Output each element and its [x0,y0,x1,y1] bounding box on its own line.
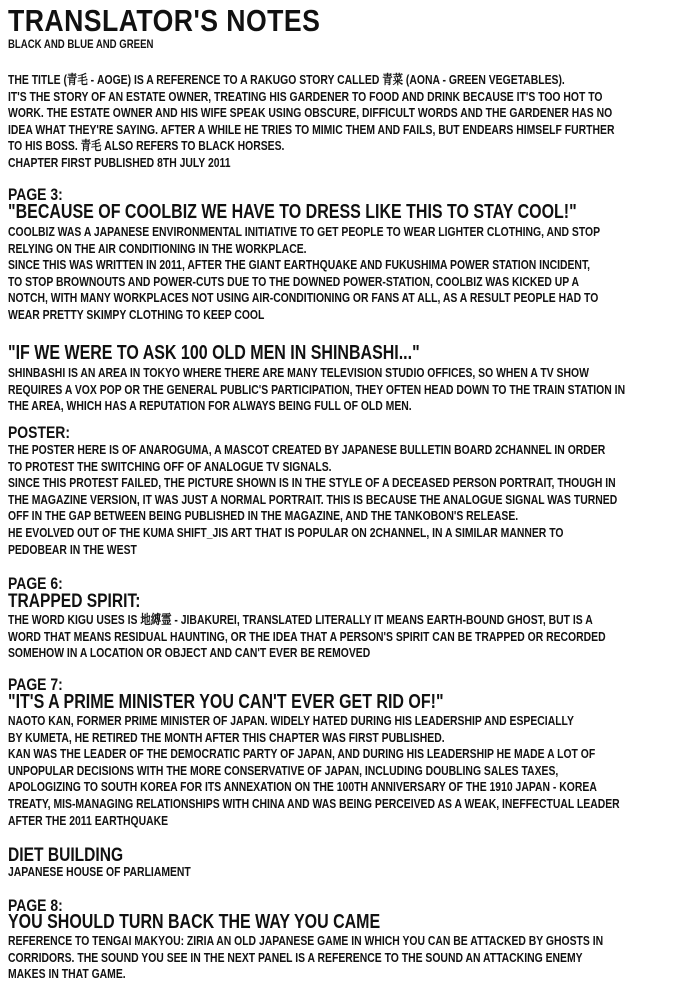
page8-subheading-block [8,911,473,933]
text-line: REFERENCE TO TENGAI MAKYOU: ZIRIA AN OLD JAPANESE GAME IN WHICH YOU CAN BE ATTACKED BY GHOSTS IN [8,933,604,948]
text-line: MAKES IN THAT GAME. [8,966,126,982]
text-line: CORRIDORS. THE SOUND YOU SEE IN THE NEXT PANEL IS A REFERENCE TO THE SOUND AN ATTACKING ENEMY [8,949,583,965]
page7-heading: PAGE 7: [8,675,63,694]
text-line: IDEA WHAT THEY'RE SAYING. AFTER A WHILE HE TRIES TO MIMIC THEM AND FAILS, BUT ENDEARS HIMSELF FURTHER [8,121,615,137]
text-line: THE POSTER HERE IS OF ANAROGUMA, A MASCOT CREATED BY JAPANESE BULLETIN BOARD 2CHANNEL IN ORDER [8,442,606,457]
chapter-subtitle-block [8,37,190,51]
text-line: WEAR PRETTY SKIMPY CLOTHING TO KEEP COOL [8,306,265,322]
text-line: RELYING ON THE AIR CONDITIONING IN THE WORKPLACE. [8,240,307,256]
text-line: WORK. THE ESTATE OWNER AND HIS WIFE SPEAK USING OBSCURE, DIFFICULT WORDS AND THE GARDENER HAS NO [8,105,613,121]
text-line: TO HIS BOSS. 青毛 ALSO REFERS TO BLACK HORSES. [8,138,285,154]
text-line: CHAPTER FIRST PUBLISHED 8TH JULY 2011 [8,154,231,170]
text-line: NAOTO KAN, FORMER PRIME MINISTER OF JAPAN. WIDELY HATED DURING HIS LEADERSHIP AND ESPECIALLY [8,713,574,728]
diet-heading-block [8,845,148,866]
text-line: THE WORD KIGU USES IS 地縛霊 - JIBAKUREI, TRANSLATED LITERALLY IT MEANS EARTH-BOUND GHOST, BUT IS A [8,612,593,627]
text-line: HE EVOLVED OUT OF THE KUMA SHIFT_JIS ART THAT IS POPULAR ON 2CHANNEL, IN A SIMILAR MANNER TO [8,524,564,540]
text-line: NOTCH, WITH MANY WORKPLACES NOT USING AIR-CONDITIONING OR FANS AT ALL, AS A RESULT PEOPLE HAD TO [8,290,599,306]
page-title: TRANSLATOR'S NOTES [8,3,321,38]
text-line: THE TITLE (青毛 - AOGE) IS A REFERENCE TO A RAKUGO STORY CALLED 青菜 (AONA - GREEN VEGETABLES). [8,72,565,87]
text-line: WORD THAT MEANS RESIDUAL HAUNTING, OR THE IDEA THAT A PERSON'S SPIRIT CAN BE TRAPPED OR RECORDED [8,628,606,644]
page-title-block [8,4,371,38]
poster-heading: POSTER: [8,423,70,442]
text-line: IT'S THE STORY OF AN ESTATE OWNER, TREATING HIS GARDENER TO FOOD AND DRINK BECAUSE IT'S TOO HOT TO [8,88,603,104]
chapter-subtitle: BLACK AND BLUE AND GREEN [8,37,154,51]
text-line: APOLOGIZING TO SOUTH KOREA FOR ITS ANNEXATION ON THE 100TH ANNIVERSARY OF THE 1910 JAPAN - KOREA [8,779,597,795]
page3-paragraph2 [8,365,700,415]
text-line: AFTER THE 2011 EARTHQUAKE [8,812,169,828]
page3-quote: "BECAUSE OF COOLBIZ WE HAVE TO DRESS LIKE THIS TO STAY COOL!" [8,201,577,223]
page3-quote2: "IF WE WERE TO ASK 100 OLD MEN IN SHINBASHI..." [8,342,420,364]
diet-paragraph [8,864,236,881]
page6-subheading-block [8,591,170,612]
text-line: SOMEHOW IN A LOCATION OR OBJECT AND CAN'T EVER BE REMOVED [8,645,371,661]
poster-heading-block [8,423,84,442]
text-line: OFF IN THE GAP BETWEEN BEING PUBLISHED IN THE MAGAZINE, AND THE TANKOBON'S RELEASE. [8,508,519,524]
diet-building-heading: DIET BUILDING [8,845,124,866]
text-line: TREATY, MIS-MANAGING RELATIONSHIPS WITH CHINA AND WAS BEING PERCEIVED AS A WEAK, INEFFECTUAL LEADER [8,795,620,811]
page3-quote-block [8,201,700,223]
text-line: PEDOBEAR IN THE WEST [8,541,137,557]
text-line: COOLBIZ WAS A JAPANESE ENVIRONMENTAL INITIATIVE TO GET PEOPLE TO WEAR LIGHTER CLOTHING, AND STOP [8,224,601,239]
page8-paragraph [8,933,700,983]
text-line: TO STOP BROWNOUTS AND POWER-CUTS DUE TO THE DOWNED POWER-STATION, COOLBIZ WAS KICKED UP A [8,273,580,289]
page8-heading: PAGE 8: [8,896,63,915]
text-line: SINCE THIS WAS WRITTEN IN 2011, AFTER THE GIANT EARTHQUAKE AND FUKUSHIMA POWER STATION INCIDENT, [8,257,591,273]
page3-paragraph [8,224,700,324]
text-line: SHINBASHI IS AN AREA IN TOKYO WHERE THERE ARE MANY TELEVISION STUDIO OFFICES, SO WHEN A TV SHOW [8,365,589,380]
text-line: JAPANESE HOUSE OF PARLIAMENT [8,864,191,879]
page6-paragraph [8,612,700,662]
page7-quote-block [8,691,552,713]
page7-paragraph [8,713,700,829]
page6-subheading: TRAPPED SPIRIT: [8,591,141,612]
intro-paragraph [8,72,700,172]
text-line: KAN WAS THE LEADER OF THE DEMOCRATIC PARTY OF JAPAN, AND DURING HIS LEADERSHIP HE MADE A LOT OF [8,746,596,762]
text-line: THE AREA, WHICH HAS A REPUTATION FOR ALWAYS BEING FULL OF OLD MEN. [8,398,412,414]
page7-quote: "IT'S A PRIME MINISTER YOU CAN'T EVER GET RID OF!" [8,691,444,713]
text-line: BY KUMETA, HE RETIRED THE MONTH AFTER THIS CHAPTER WAS FIRST PUBLISHED. [8,729,445,745]
poster-paragraph [8,442,700,558]
text-line: THE MAGAZINE VERSION, IT WAS JUST A NORMAL PORTRAIT. THIS IS BECAUSE THE ANALOGUE SIGNAL WAS TURNED [8,491,618,507]
page8-subheading: YOU SHOULD TURN BACK THE WAY YOU CAME [8,911,381,933]
page3-quote2-block [8,342,523,364]
text-line: SINCE THIS PROTEST FAILED, THE PICTURE SHOWN IS IN THE STYLE OF A DECEASED PERSON PORTRAIT, THOUGH IN [8,475,616,491]
page3-heading: PAGE 3: [8,185,63,204]
page6-heading: PAGE 6: [8,574,63,593]
text-line: TO PROTEST THE SWITCHING OFF OF ANALOGUE TV SIGNALS. [8,458,332,474]
text-line: UNPOPULAR DECISIONS WITH THE MORE CONSERVATIVE OF JAPAN, INCLUDING DOUBLING SALES TAXES, [8,762,559,778]
text-line: REQUIRES A VOX POP OR THE GENERAL PUBLIC'S PARTICIPATION, THEY OFTEN HEAD DOWN TO THE TRAIN STATION IN [8,381,626,397]
